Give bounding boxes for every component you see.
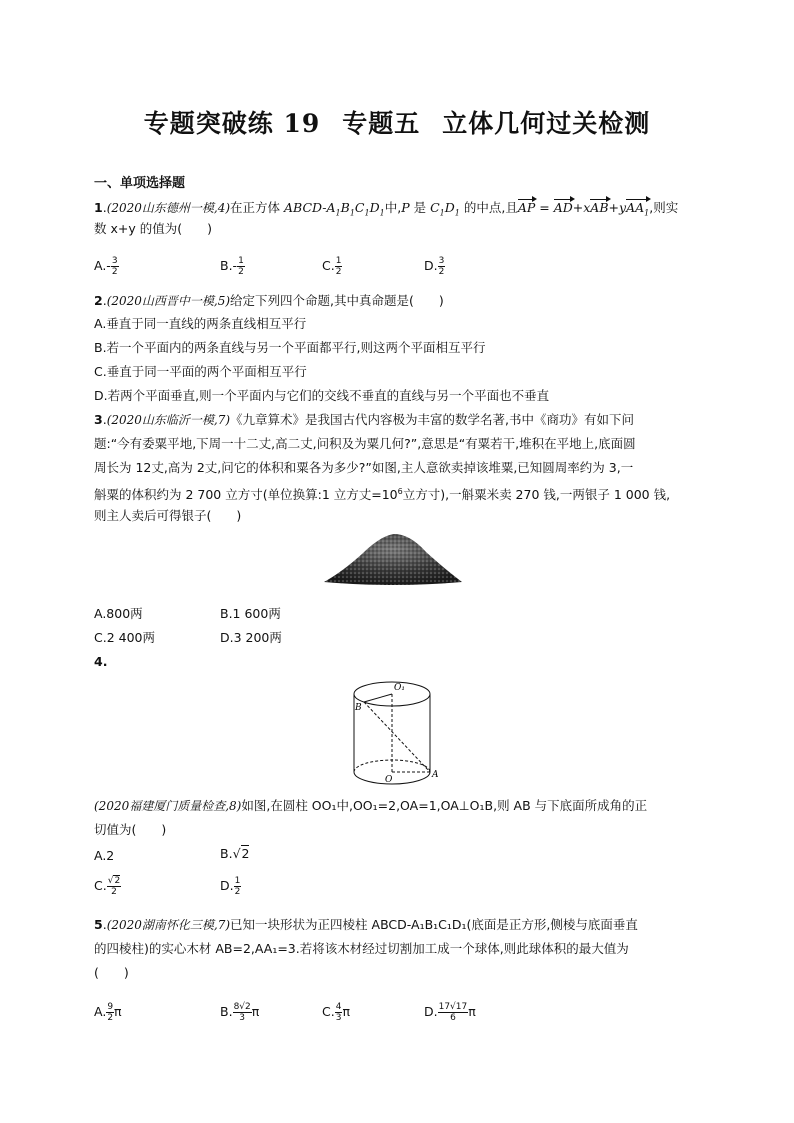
title-part2: 专题五 [342, 109, 421, 138]
q4-option-c[interactable]: C. $\frac{√2}{2}$ [94, 876, 121, 897]
q4-line1 [94, 798, 647, 814]
q3-option-b[interactable]: B.1 600两 [220, 606, 281, 621]
q5-source: (2020湖南怀化三模,7) [106, 918, 231, 932]
q4-d-den: 2 [234, 887, 241, 897]
q2-number: 2 [94, 293, 103, 308]
q2-option-c[interactable]: C.垂直于同一平面的两个平面相互平行 [94, 364, 307, 379]
q5-option-a-label: A. [94, 1004, 107, 1019]
q1-c-num: 1 [335, 256, 342, 266]
q4-source: (2020福建厦门质量检查,8) [94, 799, 242, 813]
q5-option-d[interactable] [424, 1002, 476, 1023]
q1-vector-eq: AP = AD+xAB+yAA$_1$ [518, 200, 649, 215]
q1-option-d-label: D. [424, 258, 438, 273]
q5-line3: ( ) [94, 965, 129, 980]
q1-segment: $C_1D_1$ [430, 200, 460, 218]
q3-line1: 3.(2020山东临沂一模,7)《九章算术》是我国古代内容极为丰富的数学名著,书中《商功》有如下问 [94, 412, 635, 427]
q5-b-den: 3 [239, 1013, 246, 1023]
q5-c-den: 3 [335, 1013, 342, 1023]
q1-line1: 1.(2020山东德州一模,4)在正方体 ABCD-$A_1B_1C_1D_1$中,P 是 $C_1D_1$ 的中点,且AP = AD+xAB+yAA$_1$,则实 [94, 200, 678, 222]
q5-option-a[interactable] [94, 1002, 122, 1023]
q5-option-c[interactable] [322, 1002, 350, 1023]
title-part3: 立体几何过关检测 [442, 109, 651, 138]
q3-number: 3 [94, 412, 103, 427]
q3-l1: 《九章算术》是我国古代内容极为丰富的数学名著,书中《商功》有如下问 [230, 412, 635, 427]
q5-d-den: 6 [450, 1013, 456, 1023]
q4-c-den: 2 [111, 887, 117, 897]
q1-b-den: 2 [238, 267, 244, 277]
q5-a-pi: π [114, 1004, 122, 1019]
q4-option-d-label: D. [220, 878, 234, 893]
section-heading: 一、单项选择题 [94, 176, 186, 191]
q1-source: (2020山东德州一模,4) [106, 201, 231, 215]
q2-option-d[interactable]: D.若两个平面垂直,则一个平面内与它们的交线不垂直的直线与另一个平面也不垂直 [94, 388, 550, 403]
q1-d-num: 3 [438, 256, 445, 266]
q3-line5: 则主人卖后可得银子( ) [94, 508, 242, 523]
q3-source: (2020山东临沂一模,7) [106, 413, 231, 427]
q5-c-num: 4 [335, 1002, 342, 1012]
label-o1: O₁ [394, 683, 405, 693]
q4-option-c-label: C. [94, 878, 107, 893]
q3-option-d[interactable]: D.3 200两 [220, 630, 282, 645]
cylinder-diagram [346, 676, 446, 788]
q2-option-b[interactable]: B.若一个平面内的两条直线与另一个平面都平行,则这两个平面相互平行 [94, 340, 486, 355]
q4-text: 如图,在圆柱 OO₁中,OO₁=2,OA=1,OA⊥O₁B,则 AB 与下底面所成角的正 [241, 798, 648, 813]
q3-line2: 题:“今有委粟平地,下周一十二丈,高二丈,问积及为粟几何?”,意思是“有粟若干,堆积在平地上,底面圆 [94, 436, 636, 451]
q1-a-num: 3 [111, 256, 118, 266]
label-b: B [355, 703, 362, 713]
q1-option-b-label: B.- [220, 258, 238, 273]
q3-line3: 周长为 12丈,高为 2丈,问它的体积和粟各为多少?”如图,主人意欲卖掉该堆粟,已知圆周率约为 3,一 [94, 460, 634, 475]
q3-option-c[interactable]: C.2 400两 [94, 630, 155, 645]
q4-option-b[interactable]: B.√2 [220, 846, 250, 861]
page-title [0, 104, 794, 140]
q1-c-den: 2 [335, 267, 342, 277]
q4-option-d[interactable] [220, 876, 241, 897]
q2-stem-text: 给定下列四个命题,其中真命题是( ) [230, 293, 444, 308]
q1-line2: 数 x+y 的值为( ) [94, 221, 212, 236]
q1-solid: ABCD-$A_1B_1C_1D_1$ [284, 200, 385, 218]
q5-a-num: 9 [107, 1002, 114, 1012]
q5-option-b-label: B. [220, 1004, 233, 1019]
q1-d-den: 2 [438, 267, 445, 277]
q4-b-radicand: 2 [241, 846, 250, 861]
q5-number: 5 [94, 917, 103, 932]
q2-stem: 2.(2020山西晋中一模,5)给定下列四个命题,其中真命题是( ) [94, 293, 444, 308]
q1-text-b: 中, [384, 200, 402, 215]
q1-number: 1 [94, 200, 103, 215]
q4-c-radicand: 2 [114, 876, 121, 886]
q1-text-c: 是 [409, 200, 431, 215]
q5-l1: 已知一块形状为正四棱柱 ABCD-A₁B₁C₁D₁(底面是正方形,侧棱与底面垂直 [230, 917, 638, 932]
q1-option-b[interactable] [220, 256, 245, 277]
q1-text-a: 在正方体 [230, 200, 285, 215]
q1-option-c-label: C. [322, 258, 335, 273]
q1-option-a-label: A.- [94, 258, 111, 273]
q4-number: 4. [94, 654, 108, 669]
q3-l4a: 斛粟的体积约为 2 700 立方寸(单位换算:1 立方丈=10 [94, 487, 398, 503]
grain-pile-image [322, 528, 464, 586]
q5-d-pi: π [468, 1004, 476, 1019]
q5-line1: 5.(2020湖南怀化三模,7)已知一块形状为正四棱柱 ABCD-A₁B₁C₁D₁(底面是正方形,侧棱与底面垂直 [94, 917, 638, 932]
q3-line4 [94, 484, 670, 503]
q5-b-num: 8√2 [233, 1002, 251, 1012]
q1-b-num: 1 [238, 256, 244, 266]
q4-line2: 切值为( ) [94, 822, 167, 837]
q1-solid-text: ABCD-A [284, 200, 336, 215]
q4-d-num: 1 [234, 876, 241, 886]
q5-b-pi: π [251, 1004, 260, 1019]
q1-option-c[interactable] [322, 256, 342, 277]
q2-source: (2020山西晋中一模,5) [106, 294, 231, 308]
q1-text-e: ,则实 [649, 200, 679, 215]
q2-option-a[interactable]: A.垂直于同一直线的两条直线相互平行 [94, 316, 307, 331]
label-a: A [432, 770, 439, 780]
q3-l4b: 立方寸),一斛粟米卖 270 钱,一两银子 1 000 钱, [402, 487, 671, 503]
q1-text-d: 的中点,且 [459, 200, 518, 215]
q5-option-c-label: C. [322, 1004, 335, 1019]
q5-line2: 的四棱柱)的实心木材 AB=2,AA₁=3.若将该木材经过切割加工成一个球体,则此球体积的最大值为 [94, 941, 629, 956]
title-part1: 专题突破练 19 [143, 109, 321, 138]
q5-c-pi: π [342, 1004, 350, 1019]
q5-option-d-label: D. [424, 1004, 438, 1019]
q5-d-num: 17√17 [438, 1002, 468, 1012]
q1-a-den: 2 [111, 267, 118, 277]
q1-option-d[interactable] [424, 256, 445, 277]
q3-option-a[interactable]: A.800两 [94, 606, 143, 621]
label-o: O [385, 775, 393, 785]
q3-l4sup: 6 [397, 487, 403, 496]
q5-option-b[interactable] [220, 1002, 259, 1023]
q1-option-a[interactable] [94, 256, 119, 277]
q5-a-den: 2 [107, 1013, 114, 1023]
q4-option-b-label: B. [220, 846, 233, 861]
q4-option-a[interactable]: A.2 [94, 848, 115, 863]
q1-point-p: P [401, 200, 410, 215]
